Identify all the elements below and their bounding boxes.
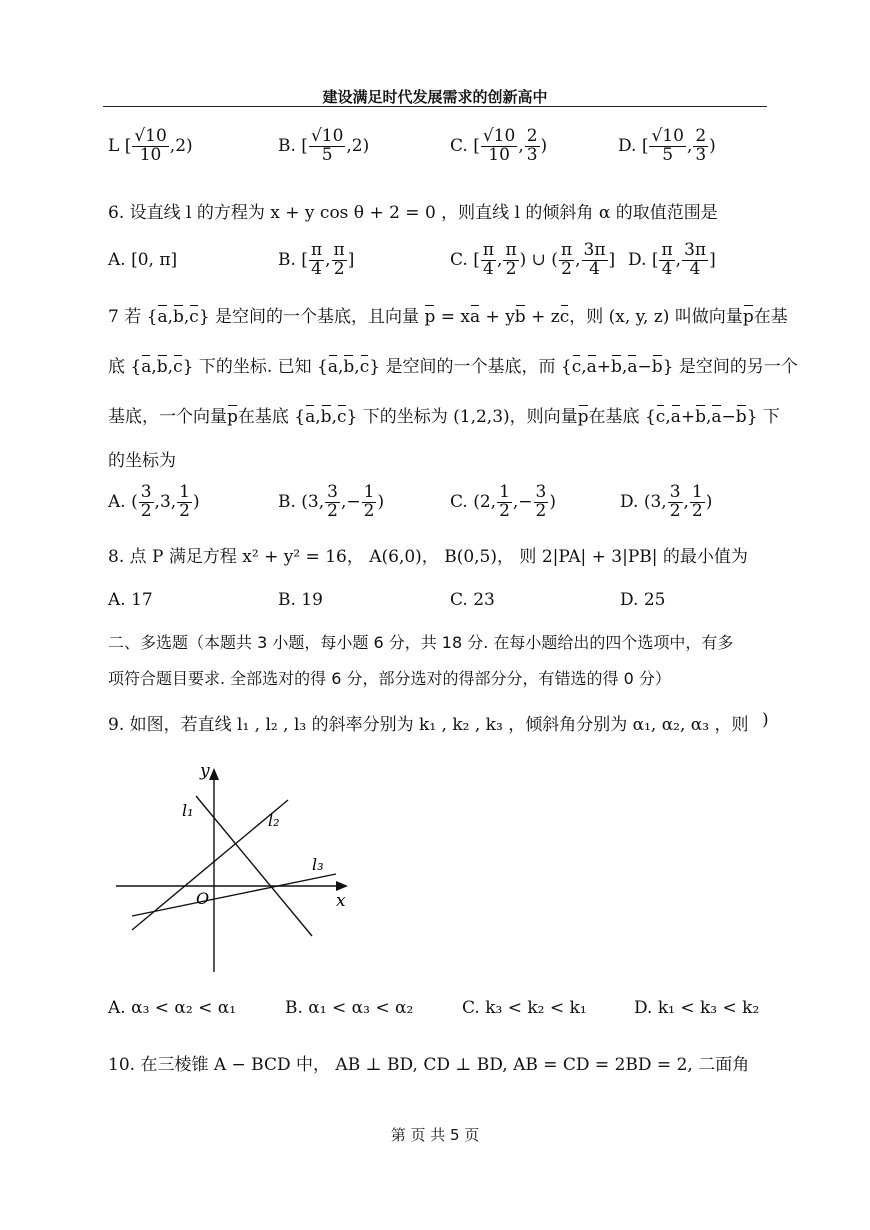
q9-option-a: A. α₃ < α₂ < α₁ [108,998,237,1018]
q6-option-b: B. [ $\frac{\pi}{4}$ , $\frac{\pi}{2}$ ] [278,240,355,279]
q5-option-b: B. [ $\frac{√10}{5}$ ,2) [278,126,370,165]
q7-option-b: B. (3, $\frac{3}{2}$ ,− $\frac{1}{2}$ ) [278,482,385,521]
origin-label: O [196,889,210,908]
x-label: x [336,891,346,911]
q9-answer-paren: ) [762,710,769,730]
q9-option-d: D. k₁ < k₃ < k₂ [634,998,760,1018]
section-2-line-1: 二、多选题（本题共 3 小题，每小题 6 分，共 18 分. 在每小题给出的四个选项中，有多 [108,633,734,652]
line-l3 [132,874,336,916]
q8-option-c: C. 23 [450,590,495,610]
q7-line-2: 底 {a,b,c} 下的坐标. 已知 {a,b,c} 是空间的一个基底，而 {c,a+b,a−b} 是空间的另一个 [108,357,798,377]
header-rule [103,106,767,107]
x-axis-arrow [336,881,348,891]
q7-line-3: 基底，一个向量p在基底 {a,b,c} 下的坐标为 (1,2,3)，则向量p在基底 {c,a+b,a−b} 下 [108,407,780,427]
l1-label: l₁ [182,801,194,820]
q7-option-a: A. ( $\frac{3}{2}$ ,3, $\frac{1}{2}$ ) [108,482,200,521]
q5-option-d: D. [ $\frac{√10}{5}$ , $\frac{2}{3}$ ) [618,126,716,165]
q5-option-c: C. [ $\frac{√10}{10}$ , $\frac{2}{3}$ ) [450,126,548,165]
q6-option-d: D. [ $\frac{\pi}{4}$ , $\frac{3\pi}{4}$ ] [628,240,716,279]
l3-label: l₃ [312,855,324,874]
page-footer: 第 页 共 5 页 [390,1126,480,1144]
q6-stem: 6. 设直线 l 的方程为 x + y cos θ + 2 = 0 ，则直线 l 的倾斜角 α 的取值范围是 [108,203,718,223]
q9-graph [108,758,358,978]
q6-option-a: A. [0, π] [108,250,178,270]
q5-option-a: L [ $\frac{√10}{10}$ ,2) [108,126,193,165]
l2-label: l₂ [268,811,280,830]
q9-option-b: B. α₁ < α₃ < α₂ [285,998,414,1018]
q9-option-c: C. k₃ < k₂ < k₁ [462,998,587,1018]
page-header: 建设满足时代发展需求的创新高中 [322,88,548,106]
q8-option-a: A. 17 [108,590,153,610]
q9-stem: 9. 如图，若直线 l₁ , l₂ , l₃ 的斜率分别为 k₁ , k₂ , k₃ ，倾斜角分别为 α₁, α₂, α₃ ，则 [108,715,749,735]
q8-option-b: B. 19 [278,590,323,610]
q7-line-1: 7 若 {a,b,c} 是空间的一个基底，且向量 p = xa + yb + zc，则 (x, y, z) 叫做向量p在基 [108,307,788,327]
q7-line-4: 的坐标为 [108,451,176,471]
q8-stem: 8. 点 P 满足方程 x² + y² = 16， A(6,0)， B(0,5)， 则 2|PA| + 3|PB| 的最小值为 [108,547,748,567]
q7-option-c: C. (2, $\frac{1}{2}$ ,− $\frac{3}{2}$ ) [450,482,557,521]
section-2-line-2: 项符合题目要求. 全部选对的得 6 分，部分选对的得部分分，有错选的得 0 分） [108,669,671,688]
q8-option-d: D. 25 [620,590,666,610]
q10-stem: 10. 在三棱锥 A − BCD 中， AB ⊥ BD, CD ⊥ BD, AB = CD = 2BD = 2, 二面角 [108,1055,750,1075]
y-axis-arrow [209,768,219,780]
y-label: y [200,761,210,781]
q6-option-c: C. [ $\frac{\pi}{4}$ , $\frac{\pi}{2}$ ) ∪ ( $\frac{\pi}{2}$ , $\frac{3\pi}{4}$ ] [450,240,616,279]
q7-option-d: D. (3, $\frac{3}{2}$ , $\frac{1}{2}$ ) [620,482,713,521]
